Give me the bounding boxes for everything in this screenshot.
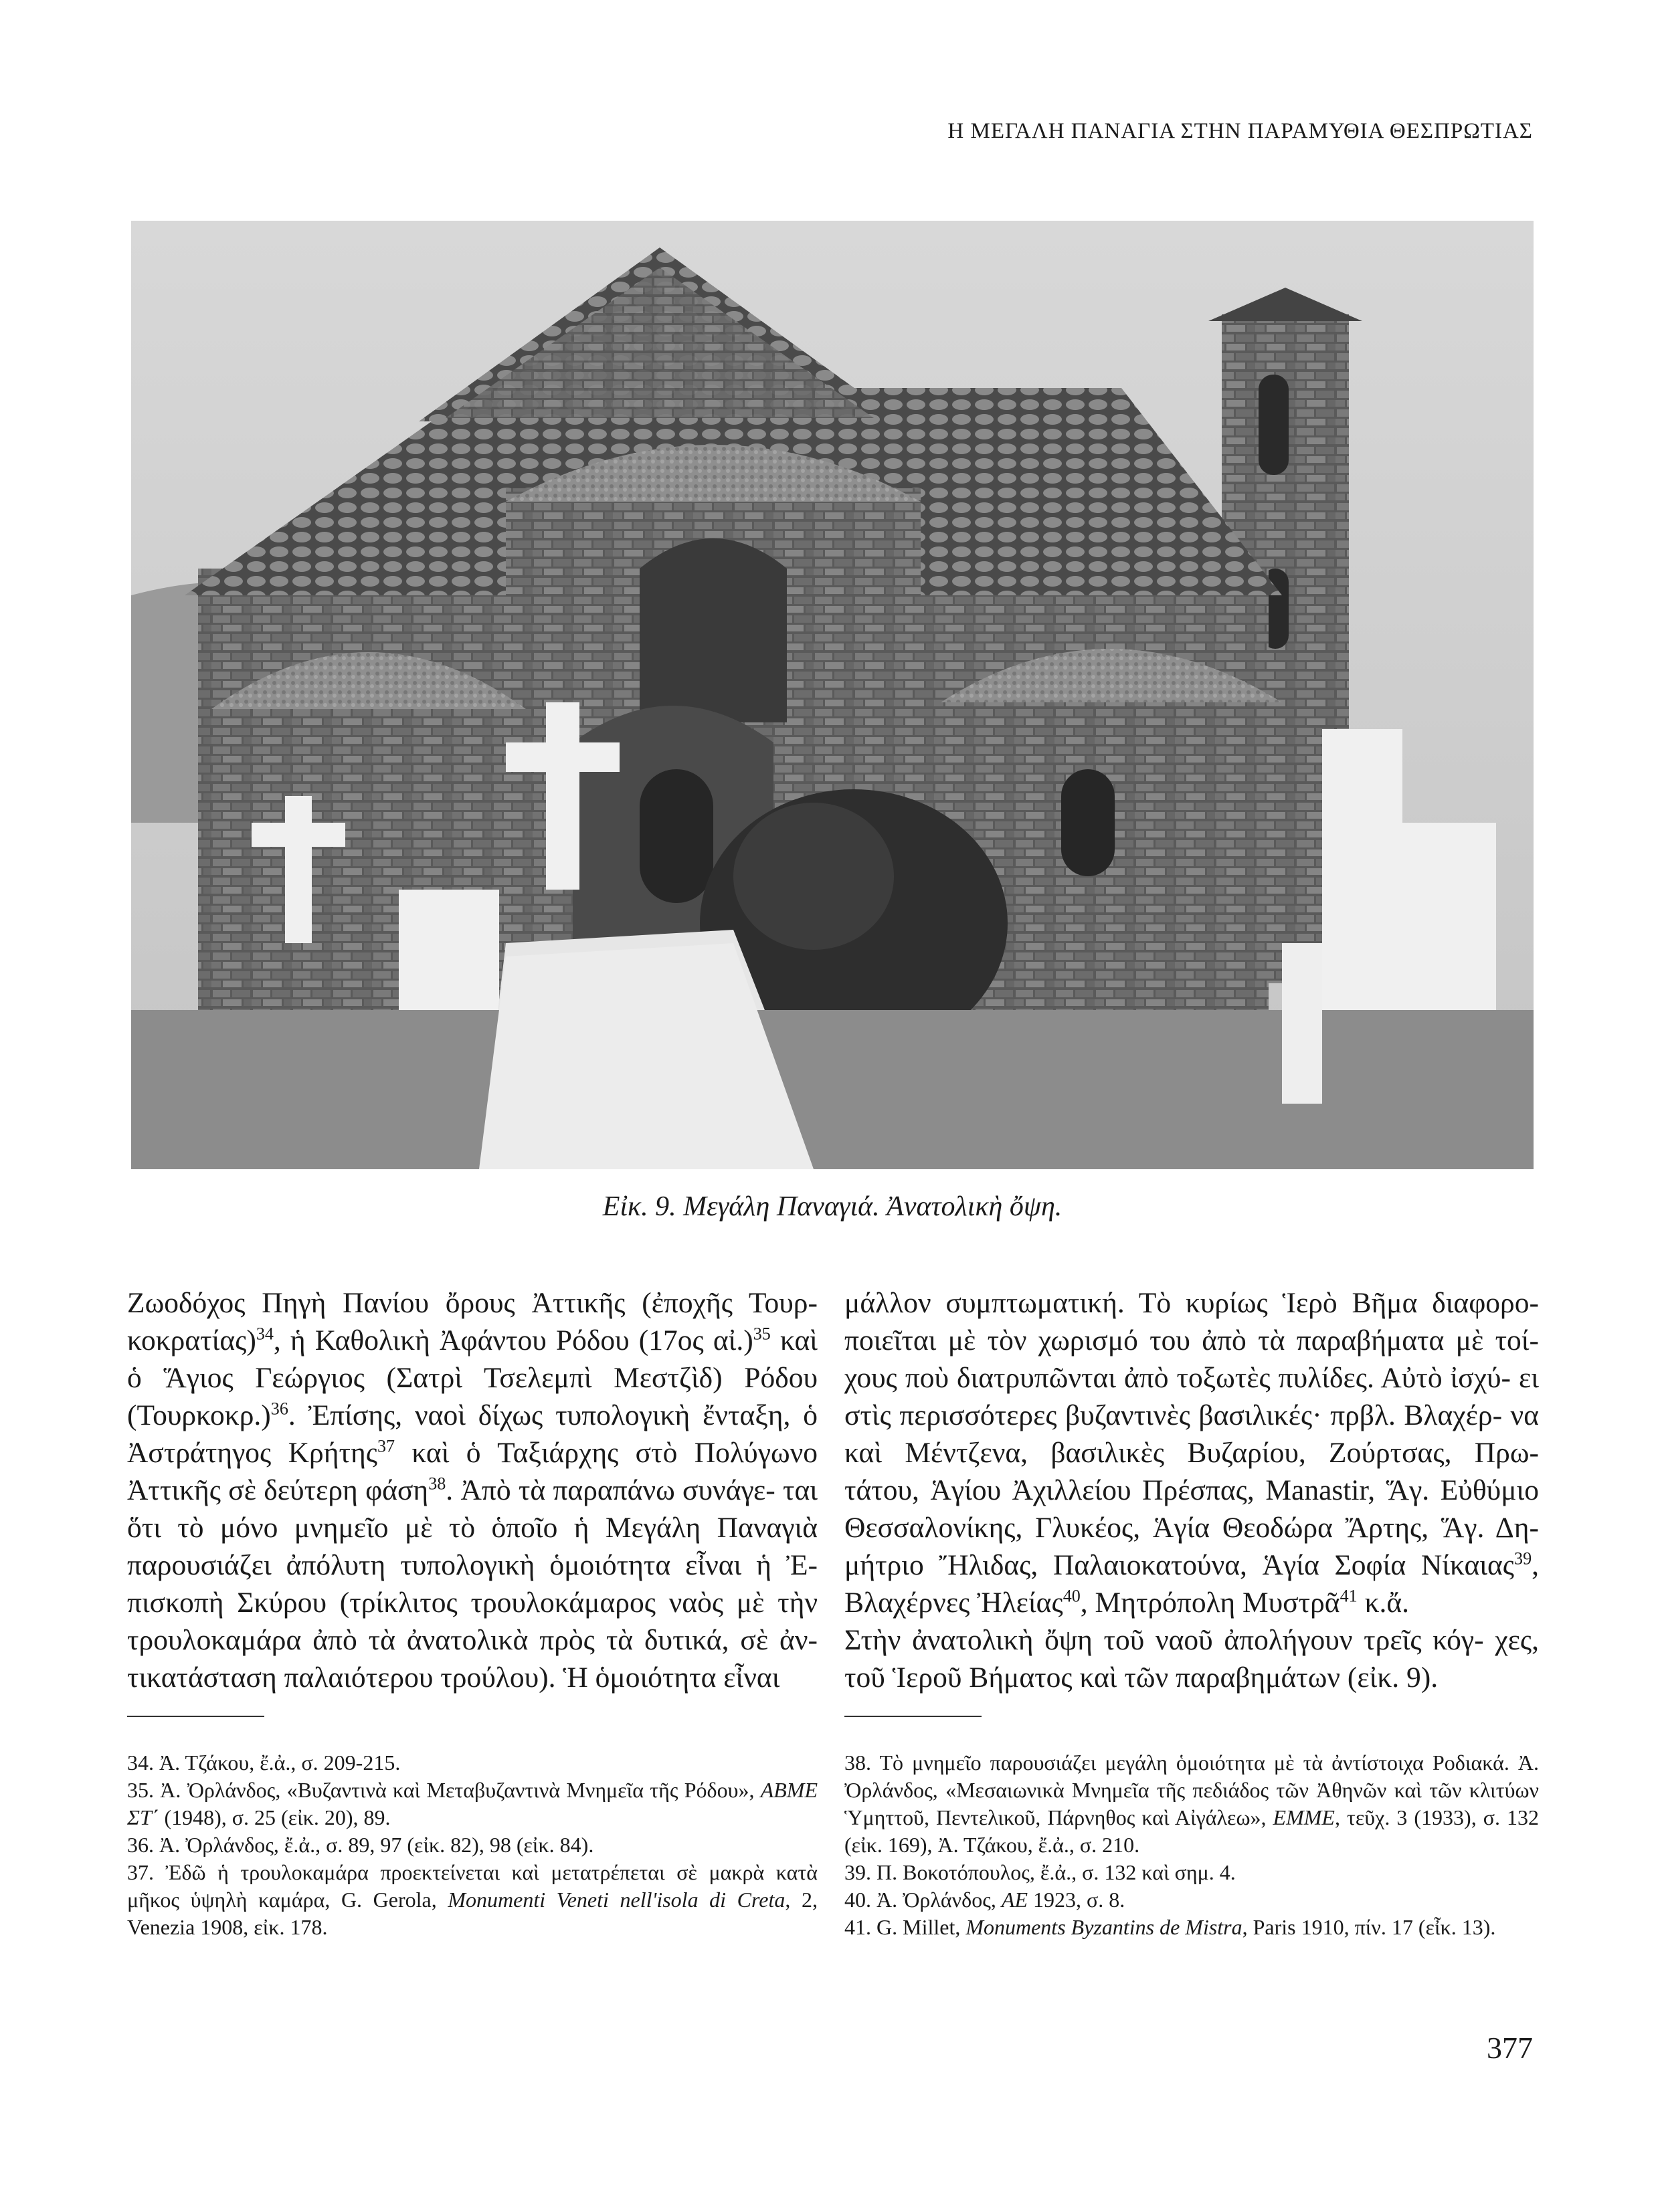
footnotes-left-column [127, 1749, 818, 1941]
footnote-italic: Monumenti Veneti nell'isola di Creta [448, 1888, 786, 1912]
footnote-ref-37: 37 [377, 1436, 395, 1456]
text-line: τρουλοκαμάρα ἀπὸ τὰ ἀνατολικὰ πρὸς τὰ δυτικά, σὲ ἀν- [127, 1624, 818, 1656]
footnote-text: 37. Ἐδῶ ἡ τρουλοκαμάρα προεκτείνεται καὶ μετατρέπεται σὲ μακρὰ κατὰ μῆκος ὑψηλὴ καμάρα, G. Gerola, [127, 1860, 818, 1912]
text-line: πισκοπὴ Σκύρου (τρίκλιτος τρουλοκάμαρος ναὸς μὲ τὴν [127, 1587, 818, 1619]
body-paragraph-left [127, 1284, 818, 1696]
footnote-text: 1923, σ. 8. [1027, 1888, 1125, 1912]
text-line: , [1532, 1549, 1539, 1581]
footnotes-right-column [844, 1749, 1539, 1941]
footnote-ref-39: 39 [1514, 1548, 1532, 1569]
text-line: τάτου, Ἁγίου Ἀχιλλείου Πρέσπας, Manastir, Ἅγ. Εὐθύμιο [844, 1474, 1539, 1506]
footnote-text: , τεῦχ. 3 (1933), σ. 132 (εἰκ. 169), Ἀ. Τζάκου, ἔ.ἀ., σ. 210. [844, 1805, 1539, 1857]
body-paragraph-right-1 [844, 1284, 1539, 1621]
body-text-left-column [127, 1284, 818, 1696]
text-line: κ.ἄ. [1357, 1587, 1410, 1619]
text-line: , ἡ Καθολικὴ Ἀφάντου Ρόδου (17ος αἰ.) [273, 1324, 753, 1356]
text-line: τικατάσταση παλαιότερου τρούλου). Ἡ ὁμοιότητα εἶναι [127, 1662, 780, 1694]
text-line: μάλλον συμπτωματική. Τὸ κυρίως Ἱερὸ Βῆμα διαφορο- [844, 1287, 1539, 1319]
footnote-italic: Monuments Byzantins de Mistra [965, 1915, 1242, 1939]
text-line: . Ἐπίσης, ναοὶ δίχως τυπολογικὴ ἔνταξη, ὁ [288, 1399, 818, 1431]
footnote-36 [127, 1831, 818, 1859]
footnote-40 [844, 1886, 1539, 1914]
text-line: Ἀστράτηγος Κρήτης [127, 1437, 377, 1469]
text-line: μήτριο Ἤλιδας, Παλαιοκατούνα, Ἁγία Σοφία Νίκαιας [844, 1549, 1515, 1581]
text-line: κοκρατίας) [127, 1324, 256, 1356]
figure-caption: Εἰκ. 9. Μεγάλη Παναγιά. Ἀνατολικὴ ὄψη. [602, 1191, 1063, 1222]
footnote-text: 40. Ἀ. Ὀρλάνδος, [844, 1888, 1002, 1912]
text-line: να καὶ Μέντζενα, βασιλικὲς Βυζαρίου, Ζούρτσας, Πρω- [844, 1399, 1540, 1469]
page-number: 377 [1487, 2031, 1533, 2065]
footnote-38 [844, 1749, 1539, 1859]
footnote-divider-right [844, 1716, 982, 1717]
footnote-35 [127, 1777, 818, 1831]
footnote-37 [127, 1859, 818, 1941]
footnote-ref-36: 36 [270, 1399, 288, 1419]
footnote-39 [844, 1859, 1539, 1886]
text-line: χες, τοῦ Ἱεροῦ Βήματος καὶ τῶν παραβημάτων (εἰκ. 9). [844, 1624, 1539, 1694]
text-line: καὶ ὁ Ἅγιος Γεώργιος (Σατρὶ Τσελεμπὶ Μεστζὶδ) Ρόδου [127, 1324, 818, 1394]
text-line: Στὴν ἀνατολικὴ ὄψη τοῦ ναοῦ ἀπολήγουν τρεῖς κόγ- [844, 1624, 1484, 1656]
text-line: ται ὅτι τὸ μόνο μνημεῖο μὲ τὸ ὁποῖο ἡ Μεγάλη Παναγιὰ [127, 1474, 818, 1544]
footnote-34 [127, 1749, 818, 1777]
footnote-italic: ΑΒΜΕ ΣΤ΄ [127, 1778, 818, 1829]
footnote-text: (1948), σ. 25 (εἰκ. 20), 89. [159, 1805, 391, 1829]
footnote-ref-40: 40 [1063, 1586, 1081, 1606]
text-line: ποιεῖται μὲ τὸν χωρισμό του ἀπὸ τὰ παραβήματα μὲ τοί- [844, 1324, 1539, 1356]
text-line: (Τουρκοκρ.) [127, 1399, 271, 1431]
body-paragraph-right-2 [844, 1621, 1539, 1696]
body-text-right-column [844, 1284, 1539, 1696]
text-line: ει στὶς περισσότερες βυζαντινὲς βασιλικές· πρβλ. Βλαχέρ- [844, 1362, 1540, 1431]
text-line: καὶ ὁ Ταξιάρχης στὸ Πολύγωνο [395, 1437, 818, 1469]
footnote-text: 35. Ἀ. Ὀρλάνδος, «Βυζαντινὰ καὶ Μεταβυζαντινὰ Μνημεῖα τῆς Ρόδου», [127, 1778, 761, 1802]
text-line: Ζωοδόχος Πηγὴ Πανίου ὄρους Ἀττικῆς (ἐποχῆς Τουρ- [127, 1287, 818, 1319]
footnote-ref-35: 35 [753, 1324, 771, 1344]
footnote-italic: ΑΕ [1001, 1888, 1028, 1912]
footnote-ref-38: 38 [428, 1474, 446, 1494]
footnote-italic: ΕΜΜΕ [1273, 1805, 1335, 1829]
text-line: Θεσσαλονίκης, Γλυκέος, Ἁγία Θεοδώρα Ἄρτης, Ἅγ. Δη- [844, 1512, 1539, 1544]
text-line: Ἀττικῆς σὲ δεύτερη φάση [127, 1474, 429, 1506]
footnote-41 [844, 1914, 1539, 1941]
text-line: Βλαχέρνες Ἠλείας [844, 1587, 1063, 1619]
footnote-text: 41. G. Millet, [844, 1915, 966, 1939]
text-line: . Ἀπὸ τὰ παραπάνω συνάγε- [446, 1474, 775, 1506]
church-photo-illustration [131, 221, 1534, 1169]
footnote-ref-41: 41 [1340, 1586, 1358, 1606]
footnote-text: 34. Ἀ. Τζάκου, ἔ.ἀ., σ. 209-215. [127, 1750, 401, 1775]
footnote-text: 36. Ἀ. Ὀρλάνδος, ἔ.ἀ., σ. 89, 97 (εἰκ. 82), 98 (εἰκ. 84). [127, 1833, 594, 1857]
running-head: Η ΜΕΓΑΛΗ ΠΑΝΑΓΙΑ ΣΤΗΝ ΠΑΡΑΜΥΘΙΑ ΘΕΣΠΡΩΤΙΑΣ [947, 119, 1533, 143]
footnote-text: , Paris 1910, πίν. 17 (εἶκ. 13). [1242, 1915, 1496, 1939]
footnote-text: , 2, Venezia 1908, εἰκ. 178. [127, 1888, 818, 1939]
text-line: χους ποὺ διατρυπῶνται ἀπὸ τοξωτὲς πυλίδες. Αὐτὸ ἰσχύ- [844, 1362, 1511, 1394]
footnote-text: 39. Π. Βοκοτόπουλος, ἔ.ἀ., σ. 132 καὶ σημ. 4. [844, 1860, 1236, 1884]
footnote-divider-left [127, 1716, 264, 1717]
text-line: , Μητρόπολη Μυστρᾶ [1080, 1587, 1340, 1619]
church-photograph [131, 221, 1534, 1169]
footnote-text: 38. Τὸ μνημεῖο παρουσιάζει μεγάλη ὁμοιότητα μὲ τὰ ἀντίστοιχα Ροδιακά. Ἀ. Ὀρλάνδος, «Μεσαιωνικὰ Μνημεῖα τῆς πεδιάδος τῶν Ἀθηνῶν καὶ τῶν κλιτύων Ὑμηττοῦ, Πεντελικοῦ, Πάρνηθος καὶ Αἰγάλεω», [844, 1750, 1539, 1829]
footnote-ref-34: 34 [256, 1324, 274, 1344]
text-line: παρουσιάζει ἀπόλυτη τυπολογικὴ ὁμοιότητα εἶναι ἡ Ἐ- [127, 1549, 818, 1581]
